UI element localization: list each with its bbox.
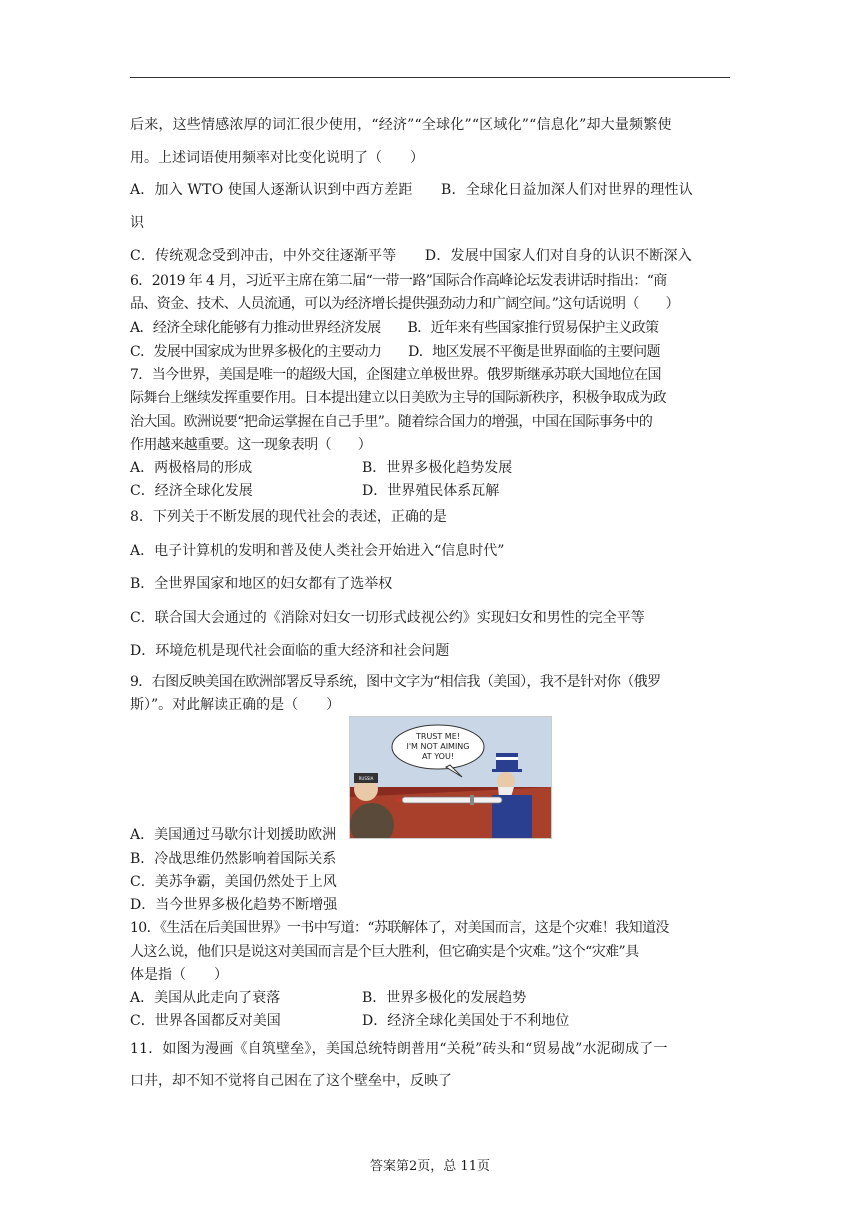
option-a: A．两极格局的形成 [130,460,253,476]
option-c: C．经济全球化发展 [130,483,253,499]
option-a: A．美国通过马歇尔计划援助欧洲 [130,827,337,843]
option-b: B．冷战思维仍然影响着国际关系 [130,851,337,867]
text-line: 用。上述词语使用频率对比变化说明了（ ） [130,150,424,166]
text-line: 际舞台上继续发挥重要作用。日本提出建立以日美欧为主导的国际新秩序，积极争取成为政 [130,390,666,406]
option-c: C．联合国大会通过的《消除对妇女一切形式歧视公约》实现妇女和男性的完全平等 [130,610,645,626]
cartoon-image [349,716,552,839]
option-line: C．发展中国家成为世界多极化的主要动力 D．地区发展不平衡是世界面临的主要问题 [130,344,660,360]
question-8: 8．下列关于不断发展的现代社会的表述，正确的是 [130,509,447,525]
question-11: 11．如图为漫画《自筑壁垒》，美国总统特朗普用“关税”砖头和“贸易战”水泥砌成了一 [130,1041,668,1057]
option-d: D．环境危机是现代社会面临的重大经济和社会问题 [130,643,450,659]
bubble-text: TRUST ME! [416,732,460,741]
text-line: 识 [130,215,144,231]
option-b: B．世界多极化的发展趋势 [362,990,527,1006]
text-line: 品、资金、技术、人员流通，可以为经济增长提供强劲动力和广阔空间。”这句话说明（ ） [130,296,679,312]
bubble-text: I'M NOT AIMING [406,742,470,751]
page-footer: 答案第2页，总 11页 [370,1159,490,1174]
option-line: C．传统观念受到冲击，中外交往逐渐平等 D．发展中国家人们对自身的认识不断深入 [130,248,692,264]
question-7: 7．当今世界，美国是唯一的超级大国，企图建立单极世界。俄罗斯继承苏联大国地位在国 [130,367,661,383]
question-10: 10．《生活在后美国世界》一书中写道：“苏联解体了，对美国而言，这是个灾难！我知道没 [130,920,669,936]
option-a: A．美国从此走向了衰落 [130,990,281,1006]
badge-text: RUSSIA [358,776,374,781]
option-d: D．世界殖民体系瓦解 [362,483,500,499]
cartoon-illustration [350,717,551,838]
option-d: D．当今世界多极化趋势不断增强 [130,897,338,913]
text-line: 后来，这些情感浓厚的词汇很少使用，“经济”“全球化”“区域化”“信息化”却大量频繁使 [130,117,672,133]
header-rule [130,77,730,78]
text-line: 斯）”。对此解读正确的是（ ） [130,697,341,713]
bubble-text: AT YOU! [421,752,455,761]
text-line: 治大国。欧洲说要“把命运掌握在自己手里”。随着综合国力的增强，中国在国际事务中的 [130,414,653,430]
option-line: A．加入 WTO 使国人逐渐认识到中西方差距 B．全球化日益加深人们对世界的理性认 [130,182,693,198]
question-9: 9．右图反映美国在欧洲部署反导系统，图中文字为“相信我（美国），我不是针对你（俄罗 [130,674,661,690]
option-b: B．世界多极化趋势发展 [362,460,513,476]
option-c: C．世界各国都反对美国 [130,1013,281,1029]
option-b: B．全世界国家和地区的妇女都有了选举权 [130,576,393,592]
text-line: 作用越来越重要。这一现象表明（ ） [130,437,372,453]
option-a: A．电子计算机的发明和普及使人类社会开始进入“信息时代” [130,543,505,559]
question-6: 6．2019 年 4 月，习近平主席在第二届“一带一路”国际合作高峰论坛发表讲话时指出：“商 [130,273,667,289]
option-d: D．经济全球化美国处于不利地位 [362,1013,570,1029]
option-line: A．经济全球化能够有力推动世界经济发展 B．近年来有些国家推行贸易保护主义政策 [130,320,659,336]
text-line: 体是指（ ） [130,967,228,983]
text-line: 口井，却不知不觉将自己困在了这个壁垒中，反映了 [130,1073,452,1089]
option-c: C．美苏争霸，美国仍然处于上风 [130,874,337,890]
text-line: 人这么说，他们只是说这对美国而言是个巨大胜利，但它确实是个灾难。”这个“灾难”具 [130,944,639,960]
